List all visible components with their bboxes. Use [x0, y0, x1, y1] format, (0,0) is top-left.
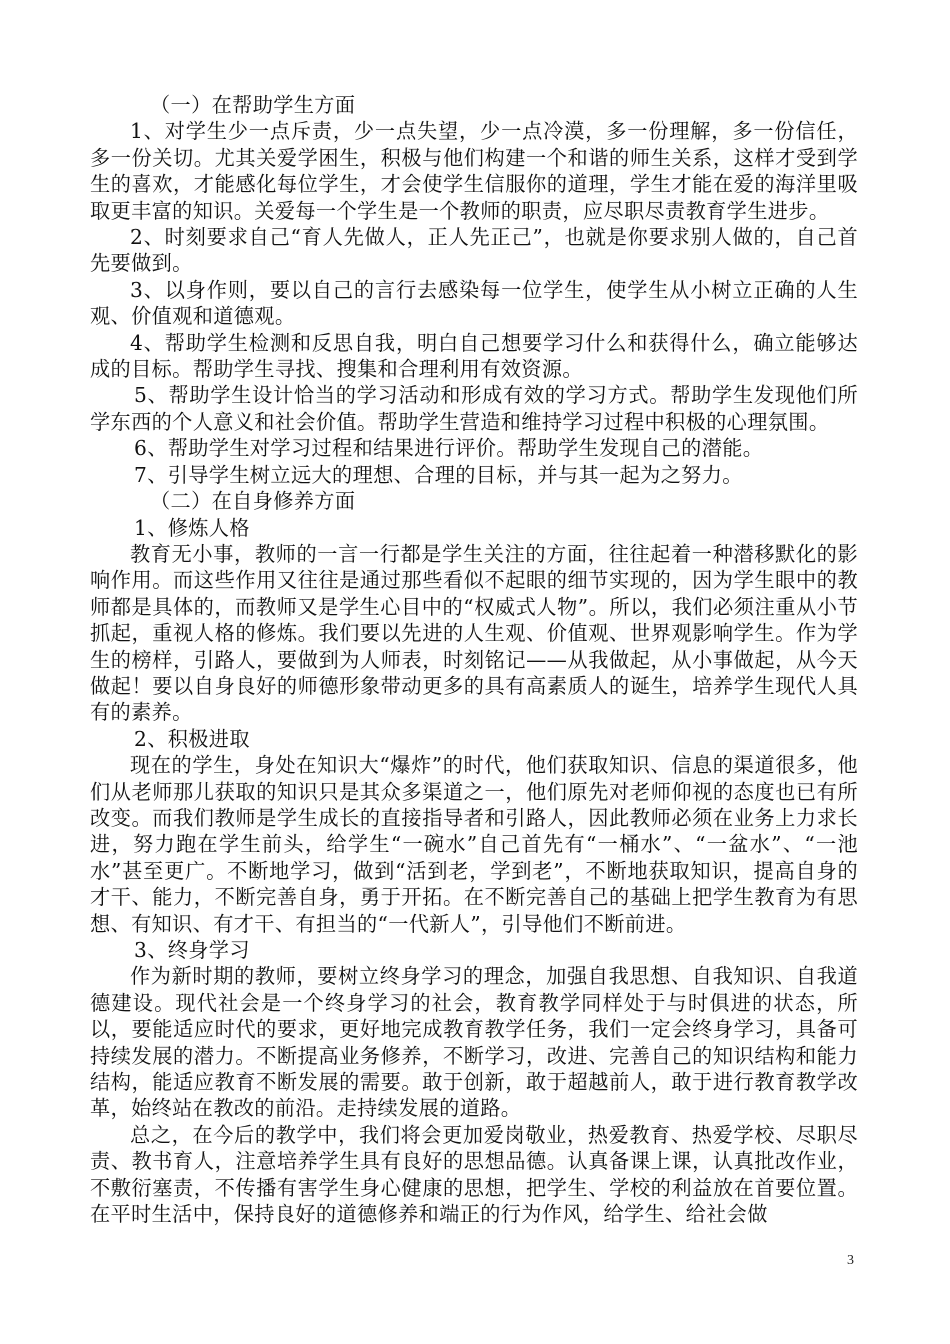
paragraph-item-1: 1、对学生少一点斥责，少一点失望，少一点冷漠，多一份理解，多一份信任，多一份关切。尤其关爱学困生，积极与他们构建一个和谐的师生关系，这样才受到学生的喜欢，才能感化每位学生，才会使学生信服你的道理，学生才能在爱的海洋里吸取更丰富的知识。关爱每一个学生是一个教师的职责，应尽职尽责教育学生进步。 — [90, 119, 858, 223]
subheading-lifelong-learning: 3、终身学习 — [134, 938, 250, 962]
paragraph-item-7: 7、引导学生树立远大的理想、合理的目标，并与其一起为之努力。 — [134, 462, 743, 487]
paragraph-lifelong-learning: 作为新时期的教师，要树立终身学习的理念，加强自我思想、自我知识、自我道德建设。现代社会是一个终身学习的社会，教育教学同样处于与时俱进的状态，所以，要能适应时代的要求，更好地完成教育教学任务，我们一定会终身学习，具备可持续发展的潜力。不断提高业务修养，不断学习，改进、完善自己的知识结构和能力结构，能适应教育不断发展的需要。敢于创新，敢于超越前人，敢于进行教育教学改革，始终站在教改的前沿。走持续发展的道路。 — [90, 964, 858, 1121]
paragraph-item-5: 5、帮助学生设计恰当的学习活动和形成有效的学习方式。帮助学生发现他们所学东西的个人意义和社会价值。帮助学生营造和维持学习过程中积极的心理氛围。 — [90, 383, 858, 434]
paragraph-item-6: 6、帮助学生对学习过程和结果进行评价。帮助学生发现自己的潜能。 — [134, 436, 764, 461]
paragraph-item-4: 4、帮助学生检测和反思自我，明白自己想要学习什么和获得什么，确立能够达成的目标。帮助学生寻找、搜集和合理利用有效资源。 — [90, 330, 858, 382]
section-heading-helping-students: （一）在帮助学生方面 — [150, 93, 356, 117]
paragraph-item-2: 2、时刻要求自己“育人先做人，正人先正己”，也就是你要求别人做的，自己首先要做到。 — [90, 225, 858, 276]
document-body — [90, 92, 858, 1227]
paragraph-item-3: 3、以身作则，要以自己的言行去感染每一位学生，使学生从小树立正确的人生观、价值观和道德观。 — [90, 277, 858, 329]
subheading-progress: 2、积极进取 — [134, 726, 250, 751]
section-heading-self-cultivation: （二）在自身修养方面 — [150, 489, 356, 514]
subheading-personality: 1、修炼人格 — [134, 515, 250, 540]
paragraph-conclusion: 总之，在今后的教学中，我们将会更加爱岗敬业，热爱教育、热爱学校、尽职尽责、教书育人，注意培养学生具有良好的思想品德。认真备课上课，认真批改作业，不敷衍塞责，不传播有害学生身心健康的思想，把学生、学校的利益放在首要位置。在平时生活中，保持良好的道德修养和端正的行为作风，给学生、给社会做 — [90, 1122, 858, 1227]
page-number: 3 — [847, 1253, 854, 1268]
paragraph-personality: 教育无小事，教师的一言一行都是学生关注的方面，往往起着一种潜移默化的影响作用。而这些作用又往往是通过那些看似不起眼的细节实现的，因为学生眼中的教师都是具体的，而教师又是学生心目中的“权威式人物”。所以，我们必须注重从小节抓起，重视人格的修炼。我们要以先进的人生观、价值观、世界观影响学生。作为学生的榜样，引路人，要做到为人师表，时刻铭记——从我做起，从小事做起，从今天做起！要以自身良好的师德形象带动更多的具有高素质人的诞生，培养学生现代人具有的素养。 — [90, 541, 858, 725]
paragraph-progress: 现在的学生，身处在知识大“爆炸”的时代，他们获取知识、信息的渠道很多，他们从老师那儿获取的知识只是其众多渠道之一，他们原先对老师仰视的态度也已有所改变。而我们教师是学生成长的直接指导者和引路人，因此教师必须在业务上力求长进，努力跑在学生前头，给学生“一碗水”自己首先有“一桶水”、“一盆水”、“一池水”甚至更广。不断地学习，做到“活到老，学到老”，不断地获取知识，提高自身的才干、能力，不断完善自身，勇于开拓。在不断完善自己的基础上把学生教育为有思想、有知识、有才干、有担当的“一代新人”，引导他们不断前进。 — [90, 753, 858, 936]
